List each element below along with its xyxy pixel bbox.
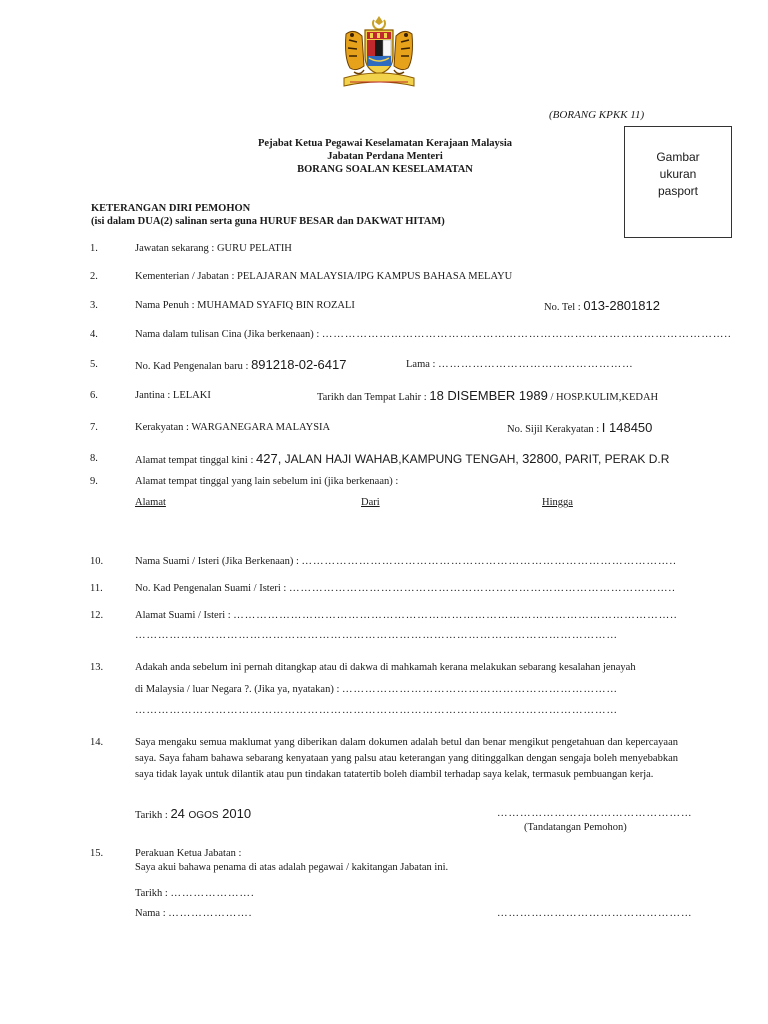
- field-phone: [544, 298, 660, 313]
- field-value: 32800: [522, 451, 559, 466]
- field-value: 24: [170, 806, 189, 821]
- field-chinese-name: [135, 329, 732, 340]
- item-number: 2.: [90, 271, 98, 282]
- field-value: LELAKI: [172, 390, 211, 401]
- item-number: 13.: [90, 662, 104, 673]
- item-number: 6.: [90, 390, 98, 401]
- field-value: OGOS: [188, 810, 219, 821]
- field-label: Alamat tempat tinggal kini :: [135, 455, 257, 466]
- blank-line: ……………………………………………………………………………………………………..: [233, 610, 678, 621]
- field-label: Nama Suami / Isteri (Jika Berkenaan) :: [135, 556, 302, 567]
- field-citizenship: [135, 422, 330, 433]
- field-value: JALAN HAJI WAHAB,KAMPUNG TENGAH,: [281, 452, 523, 466]
- field-value: I 148450: [601, 420, 653, 435]
- field-label: No. Tel :: [544, 302, 584, 313]
- blank-line: ………………………………………………………………………………………………………………: [135, 705, 618, 716]
- question-criminal-record: Adakah anda sebelum ini pernah ditangkap atau di dakwa di mahkamah kerana melakukan sebarang kesalahan jenayah: [135, 662, 636, 673]
- field-label: Kerakyatan :: [135, 422, 192, 433]
- field-label: di Malaysia / luar Negara ?. (Jika ya, nyatakan) :: [135, 684, 343, 695]
- head-of-department-statement: Saya akui bahawa penama di atas adalah pegawai / kakitangan Jabatan ini.: [135, 862, 449, 873]
- item-number: 3.: [90, 300, 98, 311]
- coat-of-arms-emblem: [336, 14, 422, 96]
- field-applicant-date: [135, 806, 251, 821]
- item-number: 1.: [90, 243, 98, 254]
- field-label: Nama Penuh :: [135, 300, 198, 311]
- field-new-ic: [135, 357, 346, 372]
- item-number: 5.: [90, 359, 98, 370]
- item-number: 4.: [90, 329, 98, 340]
- field-ministry: [135, 271, 512, 282]
- field-value: 2010: [218, 806, 252, 821]
- field-value: , PARIT, PERAK D.R: [558, 452, 670, 466]
- item-number: 10.: [90, 556, 104, 567]
- field-value: 013-2801812: [583, 298, 660, 313]
- blank-line: ………………….: [168, 908, 253, 919]
- field-label: Tarikh dan Tempat Lahir :: [317, 392, 430, 403]
- item-number: 8.: [90, 453, 98, 464]
- blank-line: ……………………………………………: [438, 359, 634, 370]
- head-of-department-title: Perakuan Ketua Jabatan :: [135, 848, 242, 859]
- field-current-position: [135, 243, 292, 254]
- blank-line: ……………………………………………………………………………………………..: [321, 329, 732, 340]
- blank-line: ………………………………………………………………………………………..: [288, 583, 676, 594]
- field-value: / HOSP.KULIM,KEDAH: [547, 392, 659, 403]
- field-hod-date: [135, 888, 255, 899]
- item-number: 11.: [90, 583, 103, 594]
- field-value: WARGANEGARA MALAYSIA: [191, 422, 331, 433]
- column-header-address: Alamat: [135, 497, 166, 508]
- question-criminal-record-detail: [135, 684, 618, 695]
- field-gender: [135, 390, 211, 401]
- section-instruction: (isi dalam DUA(2) salinan serta guna HURUF BESAR dan DAKWAT HITAM): [91, 216, 445, 227]
- form-code: (BORANG KPKK 11): [549, 109, 645, 121]
- field-citizenship-cert: [507, 420, 652, 435]
- field-label: No. Kad Pengenalan Suami / Isteri :: [135, 583, 289, 594]
- field-previous-address-label: Alamat tempat tinggal yang lain sebelum ini (jika berkenaan) :: [135, 476, 399, 487]
- field-spouse-address: [135, 610, 678, 621]
- photo-box-line-2: ukuran: [659, 167, 697, 181]
- field-value: 427,: [256, 451, 282, 466]
- field-birth-date-place: [317, 388, 658, 403]
- header-form-title: BORANG SOALAN KESELAMATAN: [297, 164, 473, 175]
- field-current-address: [135, 451, 669, 466]
- field-label: No. Sijil Kerakyatan :: [507, 424, 602, 435]
- declaration-text: Saya mengaku semua maklumat yang diberikan dalam dokumen adalah betul dan benar mengikut pengetahuan dan kepercayaan saya. Saya faham bahawa sebarang kenyataan yang palsu atau keterangan yang ditinggalkan dengan sengaja boleh menyebabkan saya tidak layak untuk dilantik atau pun tindakan tatatertib boleh diambil terhadap saya kelak, termasuk pembuangan kerja.: [135, 737, 678, 780]
- blank-line: ………………………………………………………………………………………………………………: [135, 630, 618, 641]
- passport-photo-box: [624, 126, 732, 238]
- field-label: No. Kad Pengenalan baru :: [135, 361, 252, 372]
- field-value: MUHAMAD SYAFIQ BIN ROZALI: [197, 300, 355, 311]
- field-value: GURU PELATIH: [216, 243, 292, 254]
- field-label: Nama dalam tulisan Cina (Jika berkenaan) :: [135, 329, 322, 340]
- blank-line: ……………………………………………………………………………………..: [301, 556, 677, 567]
- field-spouse-name: [135, 556, 677, 567]
- field-value: PELAJARAN MALAYSIA/IPG KAMPUS BAHASA MELAYU: [237, 271, 513, 282]
- blank-line: ………………….: [170, 888, 255, 899]
- field-label: Tarikh :: [135, 888, 171, 899]
- hod-signature-line: ……………………………………………: [497, 908, 693, 919]
- blank-line: ………………………………………………………………: [342, 684, 619, 695]
- item-number: 9.: [90, 476, 98, 487]
- field-full-name: [135, 300, 355, 311]
- field-value: 891218-02-6417: [251, 357, 347, 372]
- photo-box-line-1: Gambar: [656, 150, 700, 164]
- field-label: Alamat Suami / Isteri :: [135, 610, 234, 621]
- field-hod-name: [135, 908, 252, 919]
- header-agency: Pejabat Ketua Pegawai Keselamatan Kerajaan Malaysia: [258, 138, 512, 149]
- section-title: KETERANGAN DIRI PEMOHON: [91, 203, 251, 214]
- header-department: Jabatan Perdana Menteri: [327, 151, 443, 162]
- field-value: 18 DISEMBER 1989: [429, 388, 548, 403]
- column-header-from: Dari: [361, 497, 380, 508]
- column-header-to: Hingga: [542, 497, 573, 508]
- field-label: Kementerian / Jabatan :: [135, 271, 238, 282]
- photo-box-line-3: pasport: [657, 184, 699, 198]
- field-old-ic: [406, 359, 634, 370]
- signature-label: (Tandatangan Pemohon): [524, 822, 627, 833]
- item-number: 7.: [90, 422, 98, 433]
- field-label: Nama :: [135, 908, 169, 919]
- field-spouse-ic: [135, 583, 676, 594]
- item-number: 12.: [90, 610, 104, 621]
- field-label: Jantina :: [135, 390, 173, 401]
- signature-line: ……………………………………………: [497, 808, 693, 819]
- field-label: Jawatan sekarang :: [135, 243, 217, 254]
- item-number: 15.: [90, 848, 104, 859]
- item-number: 14.: [90, 737, 104, 748]
- field-label: Tarikh :: [135, 810, 171, 821]
- field-label: Lama :: [406, 359, 439, 370]
